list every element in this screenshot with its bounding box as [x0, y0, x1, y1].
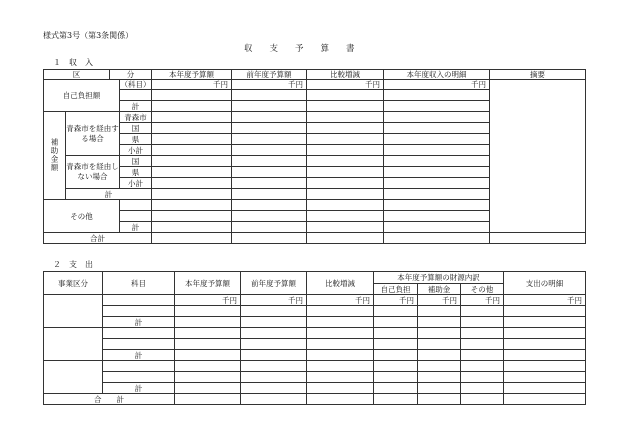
header-detail: 本年度収入の明細: [384, 70, 490, 80]
subsidy-label: 補助金額: [44, 112, 66, 200]
sub-kuni: 国: [120, 123, 152, 134]
exp-header-item: 科目: [103, 272, 175, 295]
sub-ken: 県: [120, 134, 152, 145]
kamoku-label: （科目）: [120, 80, 151, 89]
header-ku: 区: [44, 70, 110, 80]
other-kei: 計: [120, 222, 152, 233]
exp-header-diff: 比較増減: [307, 272, 374, 295]
header-this-year: 本年度予算額: [152, 70, 232, 80]
income-table: [43, 69, 586, 244]
expense-section-title: ２ 支 出: [53, 260, 93, 269]
unit-cell: 千円: [175, 295, 241, 306]
sub-shokei: 小計: [120, 145, 152, 156]
category-cell[interactable]: [44, 328, 103, 361]
exp-header-this-year: 本年度予算額: [175, 272, 241, 295]
exp-header-funding: 本年度予算額の財源内訳: [374, 272, 504, 284]
header-last-year: 前年度予算額: [232, 70, 307, 80]
document-title: 収 支 予 算 書: [244, 44, 355, 54]
sub-ken: 県: [120, 167, 152, 178]
income-section-title: １ 収 入: [53, 58, 93, 67]
kei-label: 計: [120, 101, 152, 112]
income-total: 合計: [44, 233, 152, 244]
unit-cell: 千円: [504, 295, 586, 306]
exp-sub-other: その他: [461, 284, 504, 295]
sub-kuni: 国: [120, 156, 152, 167]
unit-cell: 千円: [461, 295, 504, 306]
expense-table: [43, 271, 586, 405]
unit-cell: 千円: [241, 295, 307, 306]
subsidy-kei: 計: [66, 189, 152, 200]
remarks-cell[interactable]: [490, 80, 586, 233]
self-burden-label: 自己負担額: [44, 80, 120, 112]
other-label: その他: [44, 200, 120, 233]
via-city-label: 青森市を経由する場合: [66, 112, 120, 156]
exp-kei: 計: [103, 350, 175, 361]
exp-kei: 計: [103, 317, 175, 328]
header-bun: 分: [110, 70, 152, 80]
unit-cell: 千円: [152, 80, 232, 90]
exp-sub-self: 自己負担: [374, 284, 418, 295]
unit-cell: 千円: [374, 295, 418, 306]
exp-header-detail: 支出の明細: [504, 272, 586, 295]
sub-shokei: 小計: [120, 178, 152, 189]
unit-cell: 千円: [307, 295, 374, 306]
unit-cell: 千円: [418, 295, 461, 306]
category-cell[interactable]: [44, 361, 103, 394]
sub-aomori: 青森市: [120, 112, 152, 123]
unit-cell: 千円: [232, 80, 307, 90]
exp-sub-subsidy: 補助金: [418, 284, 461, 295]
form-label: 様式第3号（第3条関係）: [43, 31, 134, 40]
exp-header-category: 事業区分: [44, 272, 103, 295]
unit-cell: 千円: [307, 80, 384, 90]
not-via-city-label: 青森市を経由しない場合: [66, 156, 120, 189]
exp-kei: 計: [103, 383, 175, 394]
header-diff: 比較増減: [307, 70, 384, 80]
header-remarks: 摘要: [490, 70, 586, 80]
category-cell[interactable]: [44, 295, 103, 328]
expense-total: 合 計: [44, 394, 175, 405]
exp-header-last-year: 前年度予算額: [241, 272, 307, 295]
unit-cell: 千円: [384, 80, 490, 90]
